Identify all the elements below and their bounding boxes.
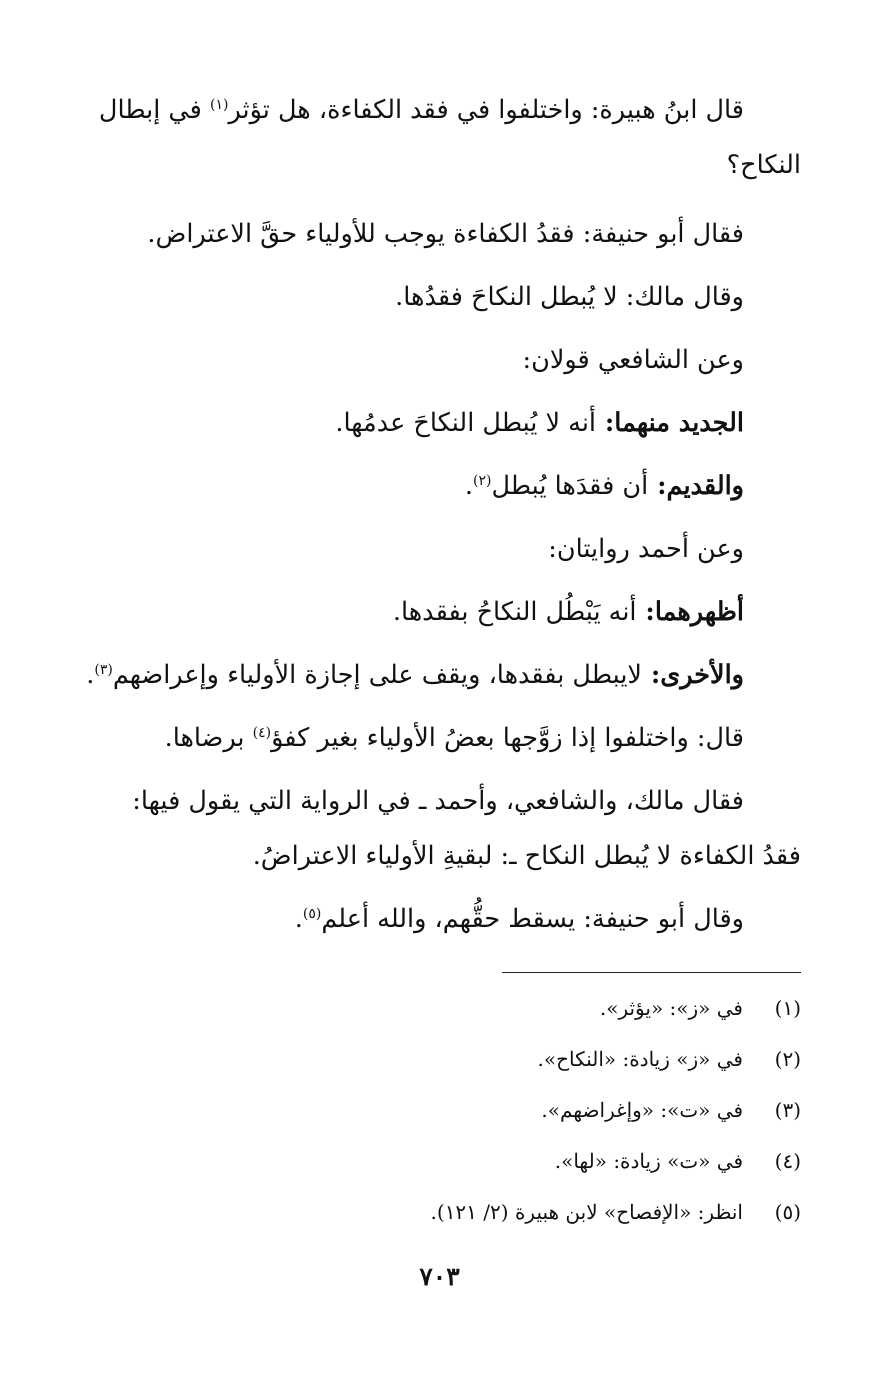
footnote [300,1195,801,1229]
footnote-number: (١) [774,996,801,1020]
paragraph-line: والقديم: أن فقدَها يُبطل$^{(٢)}$. [464,471,744,501]
paragraph-line: قال: واختلفوا إذا زوَّجها بعضُ الأولياء بغير كفؤ$^{(٤)}$ برضاها. [164,723,744,753]
bold-term: الجديد منهما: [596,408,744,438]
paragraph-line: وعن الشافعي قولان: [522,345,744,375]
footnote-text: في «ز»: «يؤثر». [599,996,743,1020]
page-number: ٧٠٣ [419,1262,460,1291]
paragraph-line: فقدُ الكفاءة لا يُبطل النكاح ـ: لبقيةِ الأولياء الاعتراضُ. [252,841,801,871]
paragraph-line: أظهرهما: أنه يَبْطُل النكاحُ بفقدها. [392,597,744,627]
footnote-separator [502,972,801,973]
footnote [300,1093,801,1127]
paragraph-line: وقال أبو حنيفة: يسقط حقُّهم، والله أعلم$^{(٥)}$. [294,904,744,934]
paragraph-line: والأخرى: لايبطل بفقدها، ويقف على إجازة الأولياء وإعراضهم$^{(٣)}$. [86,660,744,690]
footnote-number: (٤) [774,1149,801,1173]
bold-term: والأخرى: [641,660,744,690]
footnote-number: (٢) [774,1047,801,1071]
footnote-text: في «ت»: «وإغراضهم». [541,1098,743,1122]
footnote-ref: (١) [209,97,229,113]
paragraph-line: قال ابنُ هبيرة: واختلفوا في فقد الكفاءة، هل تؤثر$^{(١)}$ في إبطال [98,95,744,125]
footnote-text: انظر: «الإفصاح» لابن هبيرة (٢/ ١٢١). [430,1200,743,1224]
footnote-ref: (٣) [94,662,113,678]
bold-term: أظهرهما: [636,597,744,627]
footnote-ref: (٥) [302,906,322,922]
footnote-text: في «ت» زيادة: «لها». [554,1149,743,1173]
footnote [300,991,801,1025]
footnote [300,1144,801,1178]
paragraph-line: وعن أحمد روايتان: [548,534,744,564]
footnote-ref: (٤) [252,725,272,741]
paragraph-line: وقال مالك: لا يُبطل النكاحَ فقدُها. [395,282,744,312]
footnote-ref: (٢) [472,473,492,489]
footnote-text: في «ز» زيادة: «النكاح». [537,1047,743,1071]
bold-term: والقديم: [648,471,744,501]
footnote-number: (٥) [774,1200,801,1224]
paragraph-line: فقال أبو حنيفة: فقدُ الكفاءة يوجب للأولياء حقَّ الاعتراض. [147,219,744,249]
footnote-number: (٣) [774,1098,801,1122]
paragraph-line: فقال مالك، والشافعي، وأحمد ـ في الرواية التي يقول فيها: [132,786,744,816]
paragraph-line: الجديد منهما: أنه لا يُبطل النكاحَ عدمُها. [335,408,744,438]
paragraph-line: النكاح؟ [726,150,801,180]
footnote [300,1042,801,1076]
